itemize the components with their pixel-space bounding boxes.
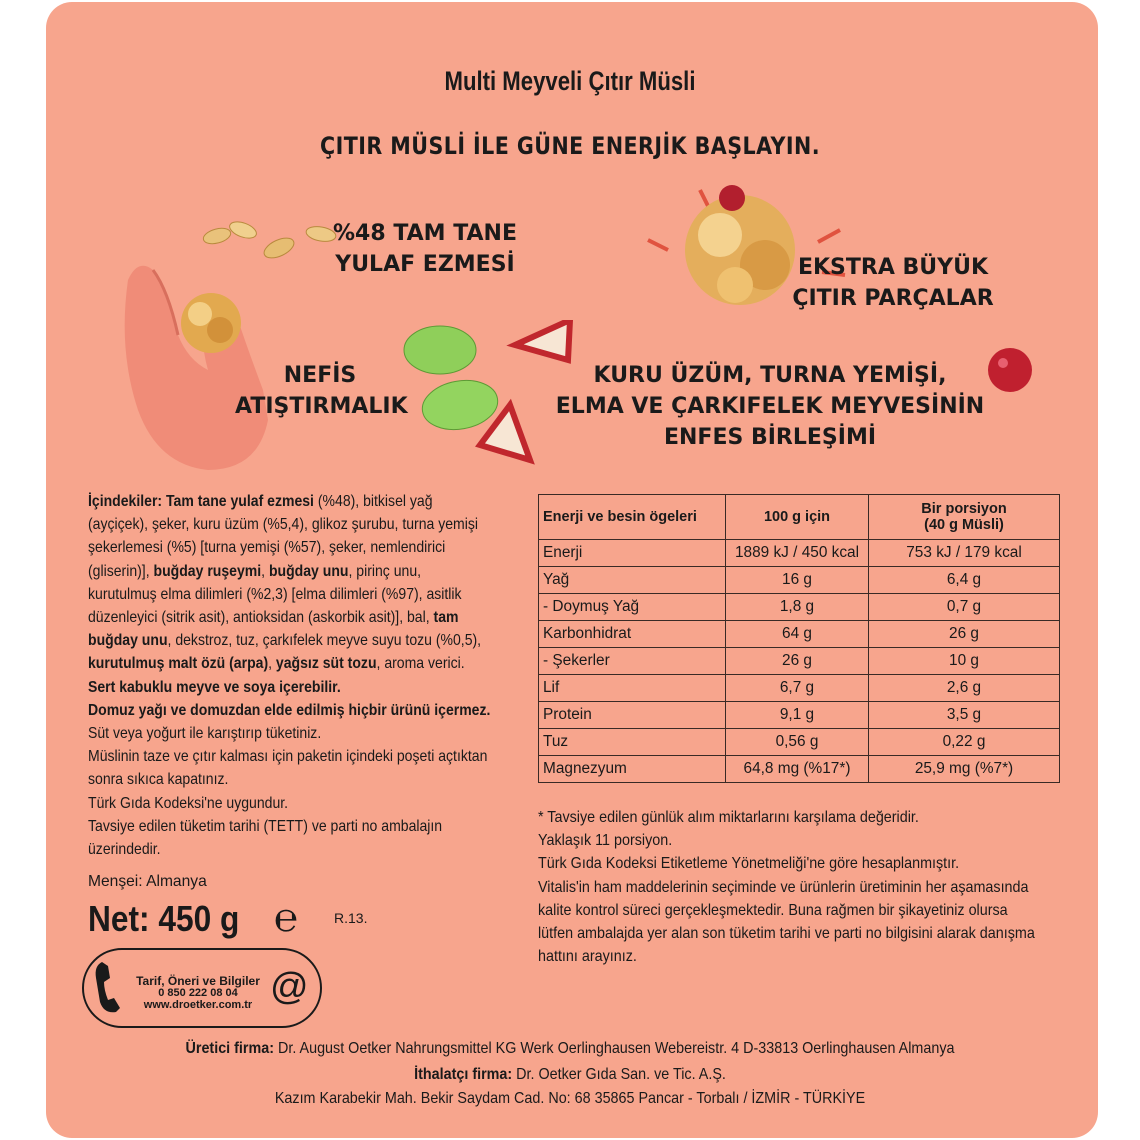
daily-intake-note: * Tavsiye edilen günlük alım miktarlarını karşılama değeridir. [538, 809, 919, 826]
serving-suggestion: Süt veya yoğurt ile karıştırıp tüketiniz. [88, 725, 322, 743]
nutrition-col-portion: Bir porsiyon (40 g Müsli) [869, 495, 1060, 540]
table-row: - Şekerler 26 g 10 g [539, 648, 1060, 675]
calculation-note: Türk Gıda Kodeksi Etiketleme Yönetmeliği'ne göre hesaplanmıştır. [538, 855, 960, 873]
codex-compliance: Türk Gıda Kodeksi'ne uygundur. [88, 794, 289, 812]
table-row: Yağ 16 g 6,4 g [539, 567, 1060, 594]
r-code: R.13. [334, 910, 368, 926]
storage-instructions: Müslinin taze ve çıtır kalması için paketin içindeki poşeti açtıktan sonra sıkıca kapatınız. [88, 748, 488, 789]
phone-icon [90, 958, 130, 1018]
feature-fruits: KURU ÜZÜM, TURNA YEMİŞİ, ELMA VE ÇARKIFELEK MEYVESİNİN ENFES BİRLEŞİMİ [555, 363, 985, 450]
table-row: Karbonhidrat 64 g 26 g [539, 621, 1060, 648]
table-row: - Doymuş Yağ 1,8 g 0,7 g [539, 594, 1060, 621]
pork-statement: Domuz yağı ve domuzdan elde edilmiş hiçbir ürünü içermez. [88, 701, 491, 719]
granola-bite-illustration [176, 288, 246, 358]
ingredients-block [88, 490, 493, 861]
nutrition-header-row [539, 495, 1060, 540]
table-row: Enerji 1889 kJ / 450 kcal 753 kJ / 179 kcal [539, 540, 1060, 567]
feature-oats: %48 TAM TANE YULAF EZMESİ [333, 221, 517, 277]
allergen-warning: Sert kabuklu meyve ve soya içerebilir. [88, 678, 341, 696]
producer-info: Üretici firma: Dr. August Oetker Nahrungsmittel KG Werk Oerlinghausen Webereistr. 4 D-33813 Oerlinghausen Almanya [185, 1040, 955, 1057]
table-row: Lif 6,7 g 2,6 g [539, 675, 1060, 702]
estimated-sign-icon: ℮ [274, 896, 299, 940]
importer-address: Kazım Karabekir Mah. Bekir Saydam Cad. No: 68 35865 Pancar - Torbalı / İZMİR - TÜRKİYE [274, 1090, 866, 1107]
portion-count: Yaklaşık 11 porsiyon. [538, 832, 673, 850]
net-weight: Net: 450 g [88, 898, 240, 939]
ingredients-text: İçindekiler: Tam tane yulaf ezmesi (%48), bitkisel yağ (ayçiçek), şeker, kuru üzüm (%5,4), glikoz şurubu, turna yemişi şekerlemesi (%5) [turna yemişi (%57), şeker, nemlendirici (gliserin)], buğday ruşeymi, buğday unu, pirinç unu, kurutulmuş elma dilimleri (%2,3) [elma dilimleri (%97), asitlik düzenleyici (sitrik asit), antioksidan (askorbik asit)], bal, tam buğday unu, dekstroz, tuz, çarkıfelek meyve suyu tozu (%0,5), kurutulmuş malt özü (arpa), yağsız süt tozu, aroma verici. [88, 493, 482, 673]
at-icon: @ [270, 966, 309, 1008]
table-row: Protein 9,1 g 3,5 g [539, 702, 1060, 729]
feature-snack: NEFİS ATIŞTIRMALIK [235, 363, 408, 419]
feature-chunks: EKSTRA BÜYÜK ÇITIR PARÇALAR [792, 255, 994, 311]
table-row: Tuz 0,56 g 0,22 g [539, 729, 1060, 756]
quality-note: Vitalis'in ham maddelerinin seçiminde ve ürünlerin üretiminin her aşamasında kalite kontrol süreci gerçekleşmektedir. Buna rağmen bir şikayetiniz olursa lütfen ambalajda yer alan son tüketim tarihi ve parti no bilgisini alarak danışma hattını arayınız. [538, 878, 1035, 966]
nutrition-col-nutrient: Enerji ve besin ögeleri [539, 495, 726, 540]
nutrition-col-100g: 100 g için [726, 495, 869, 540]
product-title: Multi Meyveli Çıtır Müsli [444, 66, 696, 96]
origin: Menşei: Almanya [88, 873, 207, 890]
table-row: Magnezyum 64,8 mg (%17*) 25,9 mg (%7*) [539, 756, 1060, 783]
importer-info: İthalatçı firma: Dr. Oetker Gıda San. ve Tic. A.Ş. [414, 1066, 726, 1083]
tett-info: Tavsiye edilen tüketim tarihi (TETT) ve parti no ambalajın üzerindedir. [88, 817, 443, 859]
contact-info: Tarif, Öneri ve Bilgiler 0 850 222 08 04 www.droetker.com.tr [136, 974, 260, 1011]
slogan: ÇITIR MÜSLİ İLE GÜNE ENERJİK BAŞLAYIN. [320, 132, 820, 160]
nutrition-table [538, 494, 1060, 783]
nutrition-notes [538, 806, 1035, 968]
